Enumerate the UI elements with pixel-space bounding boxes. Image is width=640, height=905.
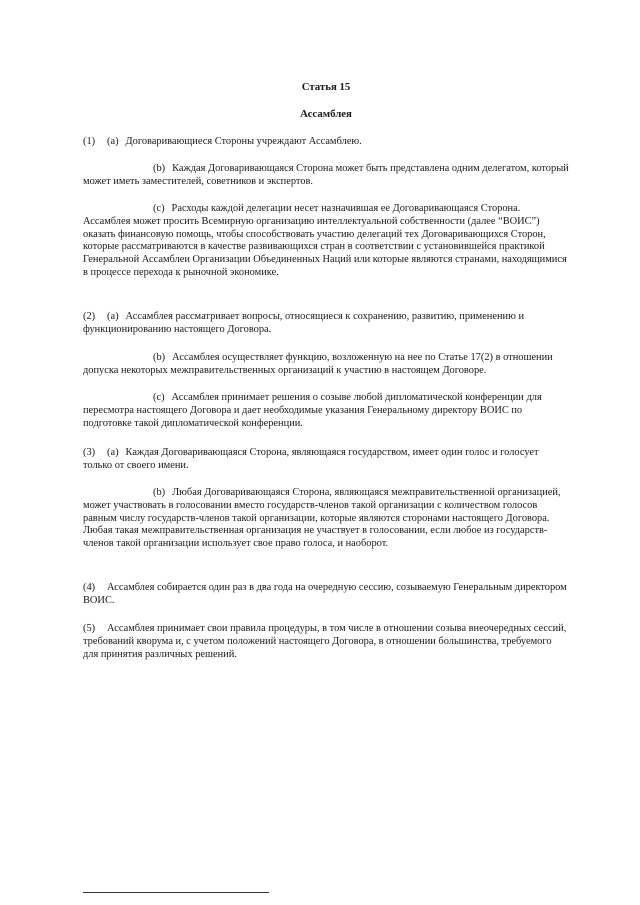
paragraph-text: Ассамблея принимает свои правила процедуры, в том числе в отношении созыва внеочередных сессий, требований кворума и, с учетом положений настоящего Договора, в отношении большинства, требуемого для принятия различных решений. — [83, 623, 567, 660]
article-subtitle: Ассамблея — [300, 108, 352, 120]
paragraph-text: Каждая Договаривающаяся Сторона может быть представлена одним делегатом, который может иметь заместителей, советников и экспертов. — [83, 163, 569, 187]
subparagraph-letter: (a) — [107, 136, 119, 147]
paragraph-text: Ассамблея рассматривает вопросы, относящиеся к сохранению, развитию, применению и функционированию настоящего Договора. — [83, 311, 525, 335]
article-title: Статья 15 — [301, 81, 351, 93]
subparagraph-letter: (b) — [153, 487, 166, 498]
paragraph-text: Каждая Договаривающаяся Сторона, являющаяся государством, имеет один голос и голосует только от своего имени. — [83, 447, 539, 471]
subparagraph-letter: (c) — [153, 203, 165, 214]
subparagraph-letter: (c) — [153, 392, 165, 403]
paragraph-text: Договаривающиеся Стороны учреждают Ассамблею. — [125, 136, 362, 147]
paragraph-text: Расходы каждой делегации несет назначившая ее Договаривающаяся Сторона. Ассамблея может просить Всемирную организацию интеллектуальной собственности (далее “ВОИС”) оказать финансовую помощь, чтобы способствовать участию делегаций тех Договаривающихся Сторон, которые рассматриваются в качестве развивающихся стран в соответствии с установившейся практикой Генеральной Ассамблеи Организации Объединенных Наций или которые являются странами, находящимися в процессе перехода к рыночной экономике. — [83, 203, 567, 278]
paragraph-number: (5) — [83, 623, 96, 634]
subparagraph-letter: (a) — [107, 447, 119, 458]
paragraph-5 — [83, 623, 569, 661]
paragraph-number: (4) — [83, 582, 96, 593]
paragraph-4 — [83, 582, 569, 608]
subparagraph-letter: (b) — [153, 352, 166, 363]
paragraph-number: (2) — [83, 311, 96, 322]
paragraph-number: (3) — [83, 447, 96, 458]
subparagraph-letter: (b) — [153, 163, 166, 174]
paragraph-text: Ассамблея собирается один раз в два года на очередную сессию, созываемую Генеральным директором ВОИС. — [83, 582, 567, 606]
paragraph-3a — [83, 447, 569, 473]
paragraph-text: Ассамблея принимает решения о созыве любой дипломатической конференции для пересмотра настоящего Договора и дает необходимые указания Генеральному директору ВОИС по подготовке такой дипломатической конференции. — [83, 392, 542, 429]
subparagraph-letter: (a) — [107, 311, 119, 322]
paragraph-2b — [83, 352, 569, 378]
paragraph-2c — [83, 392, 569, 430]
paragraph-text: Ассамблея осуществляет функцию, возложенную на нее по Статье 17(2) в отношении допуска некоторых межправительственных организаций к участию в настоящем Договоре. — [83, 352, 553, 376]
footnote-separator — [83, 892, 269, 893]
paragraph-3b — [83, 487, 569, 551]
paragraph-1a — [83, 136, 569, 149]
paragraph-number: (1) — [83, 136, 96, 147]
paragraph-text: Любая Договаривающаяся Сторона, являющаяся межправительственной организацией, может участвовать в голосовании вместо государств-членов такой организации с количеством голосов равным числу государств-членов такой организации, которые являются сторонами настоящего Договора. Любая такая межправительственная организация не участвует в голосовании, если любое из государств-членов такой организации использует свое право голоса, и наоборот. — [83, 487, 561, 550]
paragraph-1c — [83, 203, 569, 280]
paragraph-1b — [83, 163, 569, 189]
paragraph-2a — [83, 311, 569, 337]
